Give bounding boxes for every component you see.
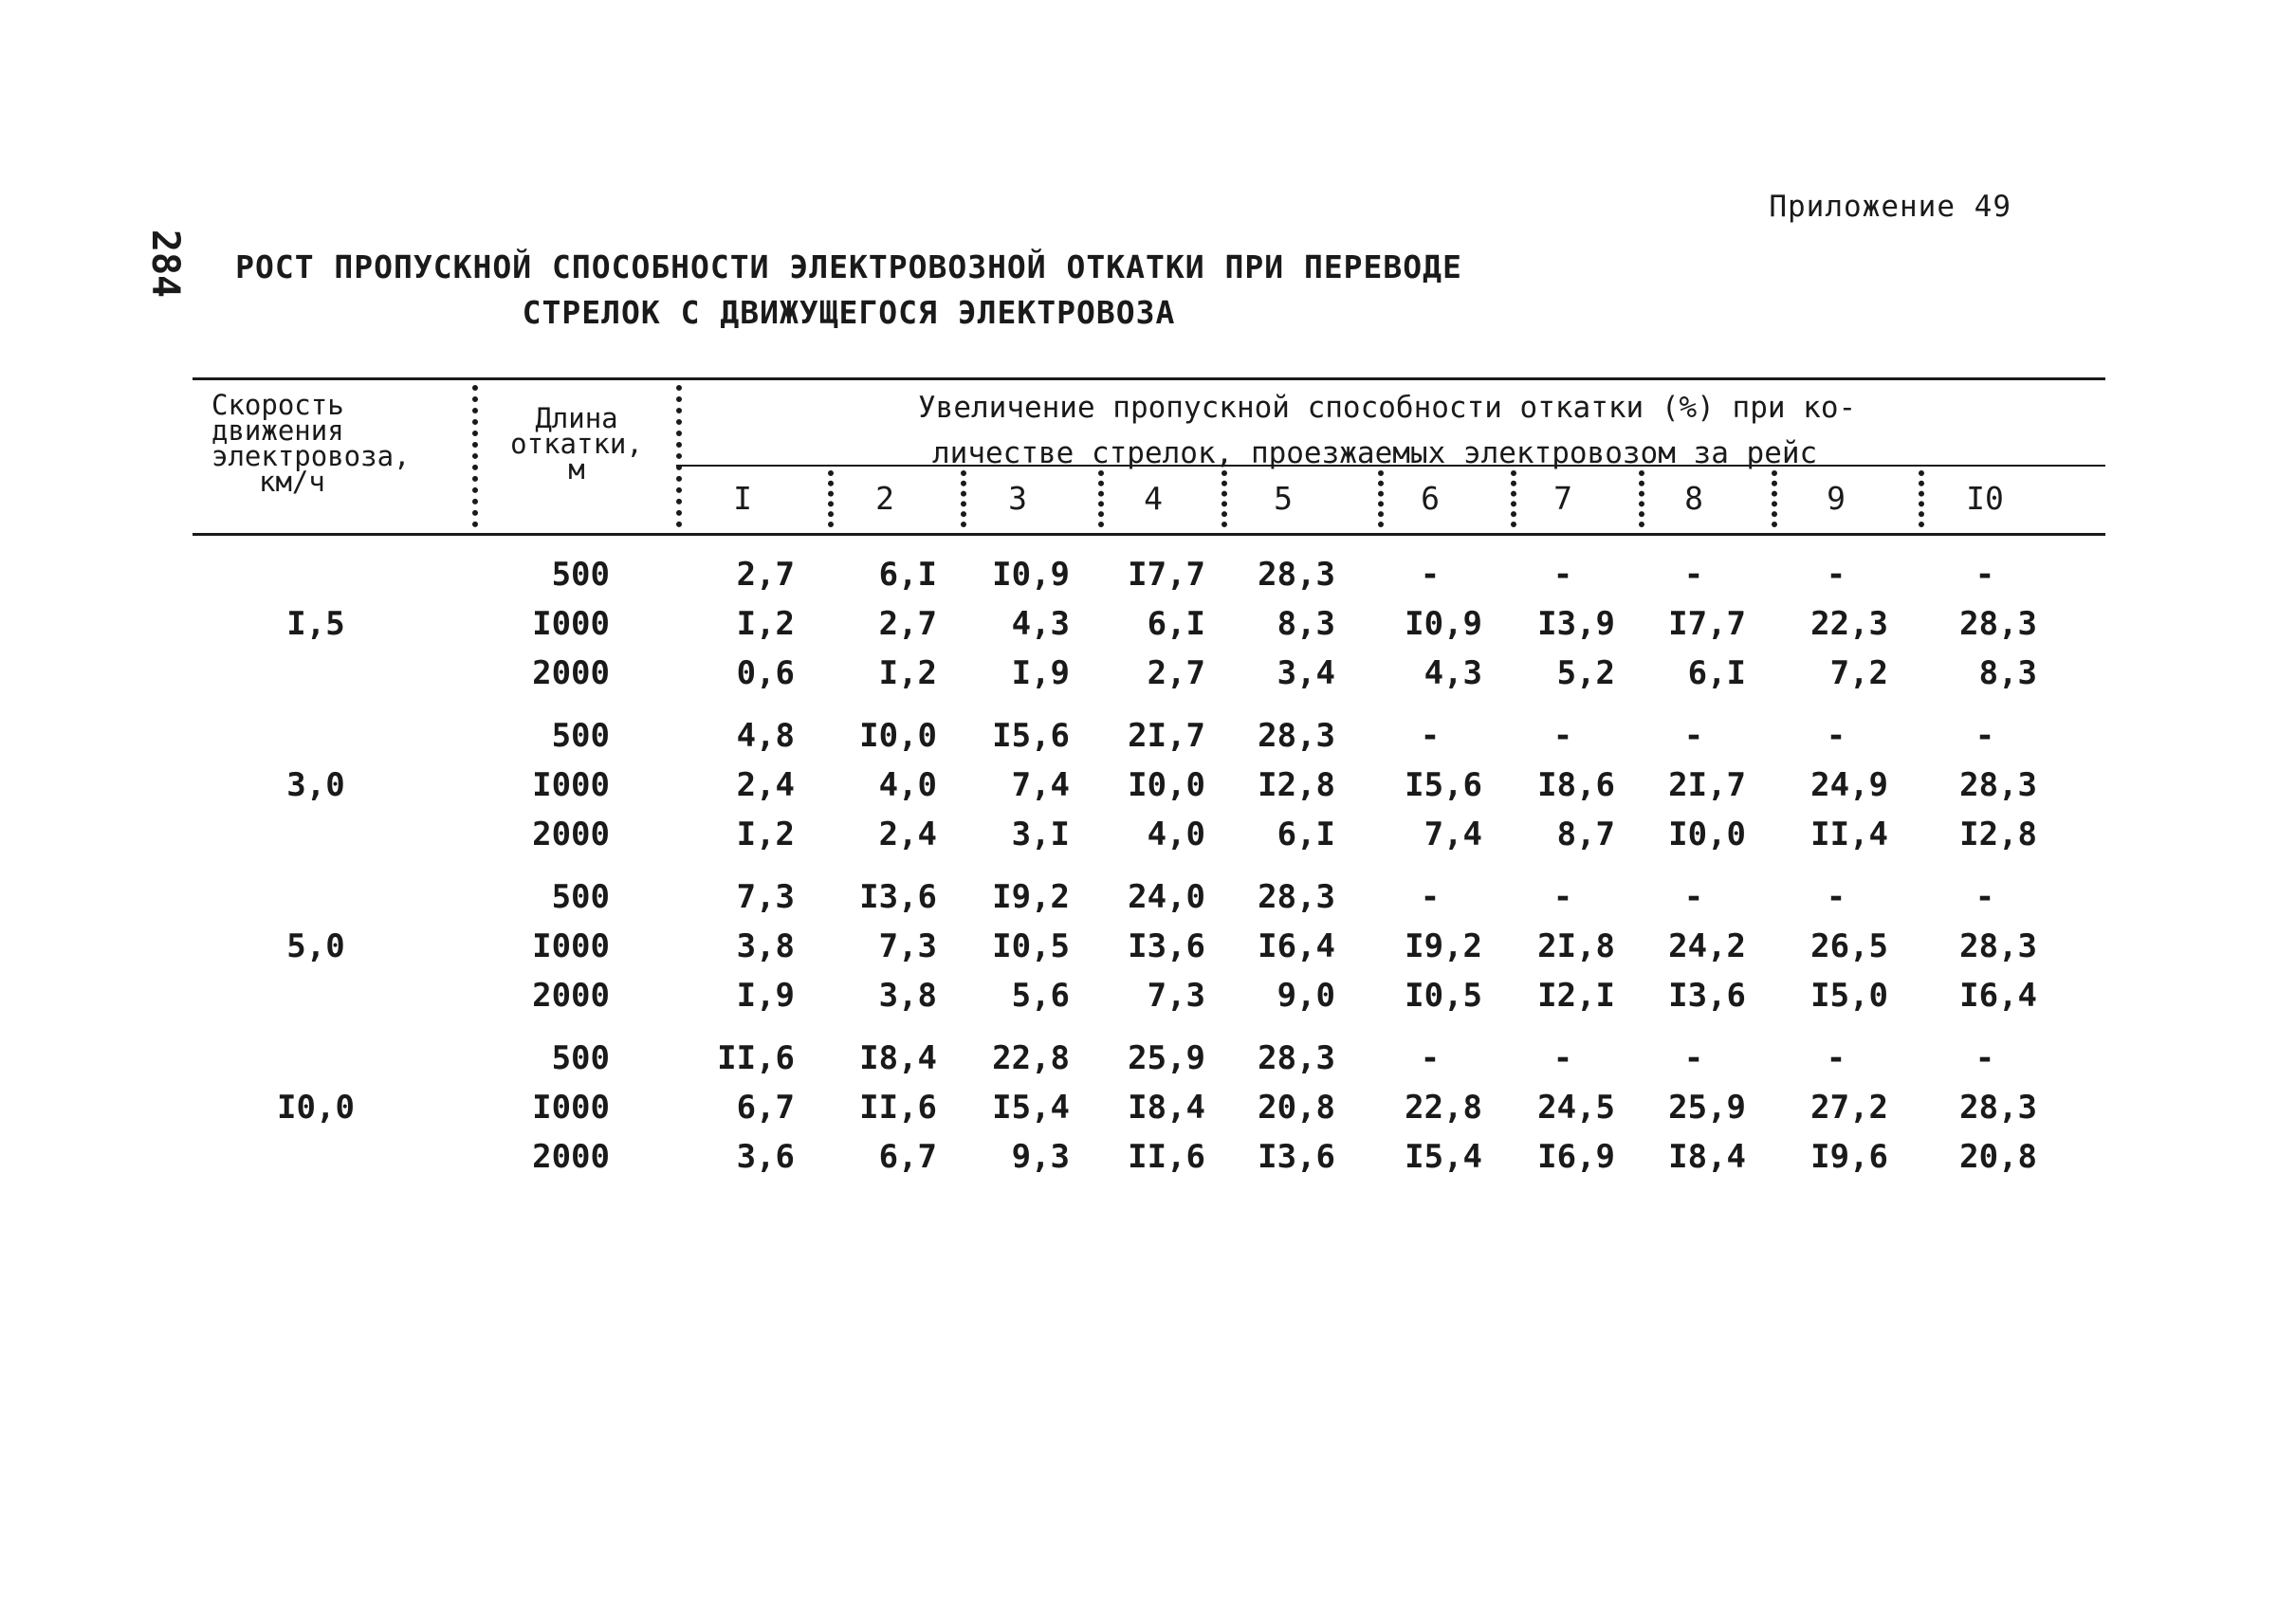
column-header-5: 5 [1274, 480, 1293, 517]
table-cell: I0,5 [992, 927, 1070, 965]
length-value: 500 [551, 1039, 610, 1077]
column-header-10: I0 [1966, 480, 2004, 517]
table-cell: - [1552, 878, 1573, 916]
table-cell: 24,5 [1537, 1089, 1615, 1127]
table-cell: I9,2 [1405, 927, 1482, 965]
table-cell: I0,0 [859, 717, 937, 755]
column-separator [1098, 470, 1104, 527]
table-cell: I2,I [1537, 977, 1615, 1015]
table-cell: 28,3 [1959, 766, 2037, 804]
table-cell: - [1975, 1039, 1995, 1077]
table-cell: I9,6 [1810, 1138, 1888, 1176]
table-cell: - [1683, 717, 1704, 755]
table-cell: II,6 [1128, 1138, 1205, 1176]
table-cell: I3,9 [1537, 605, 1615, 643]
table-cell: II,6 [859, 1089, 937, 1127]
table-row [193, 761, 2105, 810]
column-header-6: 6 [1421, 480, 1440, 517]
table-cell: 5,2 [1556, 654, 1615, 692]
table-cell: - [1683, 878, 1704, 916]
table-cell: I6,4 [1258, 927, 1335, 965]
table-cell: 28,3 [1258, 717, 1335, 755]
table-cell: 4,8 [736, 717, 795, 755]
table-cell: I9,2 [992, 878, 1070, 916]
table-row [193, 872, 2105, 922]
table-cell: 6,7 [736, 1089, 795, 1127]
table-cell: 28,3 [1258, 556, 1335, 594]
header-length [477, 402, 676, 486]
table-cell: - [1420, 1039, 1441, 1077]
table-cell: 6,I [1147, 605, 1205, 643]
appendix-label: Приложение 49 [1769, 190, 2011, 224]
table-row [193, 922, 2105, 971]
table-cell: - [1826, 556, 1846, 594]
table-cell: 2,7 [1147, 654, 1205, 692]
table-cell: - [1420, 556, 1441, 594]
speed-value: I0,0 [277, 1089, 355, 1127]
table-cell: 2I,8 [1537, 927, 1615, 965]
table-cell: 2,7 [878, 605, 937, 643]
table-cell: 8,3 [1277, 605, 1335, 643]
column-separator [676, 385, 682, 527]
table-cell: - [1826, 717, 1846, 755]
table-cell: I,9 [1011, 654, 1070, 692]
length-value: I000 [532, 766, 610, 804]
length-value: 2000 [532, 816, 610, 853]
table-cell: 3,8 [736, 927, 795, 965]
header-group-line: Увеличение пропускной способности откатки (%) при ко- [918, 391, 1857, 425]
table-cell: 28,3 [1959, 605, 2037, 643]
length-value: I000 [532, 605, 610, 643]
table-cell: 3,6 [736, 1138, 795, 1176]
table-cell: I8,4 [1128, 1089, 1205, 1127]
column-separator [1772, 470, 1777, 527]
table-cell: I,2 [736, 816, 795, 853]
table-cell: 2,4 [878, 816, 937, 853]
length-value: 500 [551, 878, 610, 916]
header-speed-line: км/ч [259, 466, 325, 498]
table-top-rule [193, 377, 2105, 380]
column-header-4: 4 [1144, 480, 1163, 517]
table-cell: I5,4 [992, 1089, 1070, 1127]
table-row [193, 1083, 2105, 1132]
table-cell: I6,4 [1959, 977, 2037, 1015]
table-cell: 3,I [1011, 816, 1070, 853]
table-cell: 22,8 [1405, 1089, 1482, 1127]
header-speed [193, 389, 472, 498]
table-row [193, 810, 2105, 859]
header-length-line: откатки, [510, 428, 643, 460]
table-cell: 4,0 [878, 766, 937, 804]
table-cell: I0,9 [1405, 605, 1482, 643]
table-cell: 7,3 [1147, 977, 1205, 1015]
table-cell: I,2 [736, 605, 795, 643]
table-cell: 7,3 [736, 878, 795, 916]
column-separator [1639, 470, 1644, 527]
table-cell: 24,2 [1668, 927, 1746, 965]
table-cell: 4,3 [1011, 605, 1070, 643]
table-cell: 28,3 [1258, 878, 1335, 916]
table-cell: I0,5 [1405, 977, 1482, 1015]
table-cell: 20,8 [1258, 1089, 1335, 1127]
speed-value: 3,0 [286, 766, 345, 804]
table-cell: 25,9 [1668, 1089, 1746, 1127]
table-cell: I,9 [736, 977, 795, 1015]
table-cell: 28,3 [1959, 927, 2037, 965]
column-header-8: 8 [1684, 480, 1703, 517]
column-header-7: 7 [1553, 480, 1572, 517]
table-cell: - [1826, 878, 1846, 916]
column-header-3: 3 [1008, 480, 1027, 517]
column-separator [961, 470, 966, 527]
table-cell: II,4 [1810, 816, 1888, 853]
table-header-bottom-rule [193, 533, 2105, 536]
length-value: 500 [551, 556, 610, 594]
table-cell: - [1975, 556, 1995, 594]
table-cell: II,6 [717, 1039, 795, 1077]
table-row [193, 550, 2105, 599]
table-cell: 22,3 [1810, 605, 1888, 643]
table-cell: 9,0 [1277, 977, 1335, 1015]
table-cell: I5,6 [992, 717, 1070, 755]
table-cell: 7,3 [878, 927, 937, 965]
column-header-1: I [733, 480, 752, 517]
table-cell: 8,3 [1978, 654, 2037, 692]
table-cell: I6,9 [1537, 1138, 1615, 1176]
table-cell: 26,5 [1810, 927, 1888, 965]
table-cell: 24,0 [1128, 878, 1205, 916]
table-cell: 6,I [1687, 654, 1746, 692]
table-cell: I0,9 [992, 556, 1070, 594]
header-length-line: м [568, 453, 585, 486]
table-cell: 2,4 [736, 766, 795, 804]
table-cell: I8,4 [859, 1039, 937, 1077]
table-cell: I7,7 [1668, 605, 1746, 643]
table-cell: - [1420, 717, 1441, 755]
table-title-line-1: РОСТ ПРОПУСКНОЙ СПОСОБНОСТИ ЭЛЕКТРОВОЗНОЙ ОТКАТКИ ПРИ ПЕРЕВОДЕ [235, 248, 1462, 285]
length-value: 500 [551, 717, 610, 755]
table-cell: 25,9 [1128, 1039, 1205, 1077]
table-cell: I0,0 [1128, 766, 1205, 804]
header-group-line: личестве стрелок, проезжаемых электровозом за рейс [932, 436, 1818, 470]
header-length-line: Длина [535, 402, 618, 434]
table-cell: 9,3 [1011, 1138, 1070, 1176]
length-value: I000 [532, 1089, 610, 1127]
table-row [193, 649, 2105, 698]
table-cell: - [1420, 878, 1441, 916]
table-cell: - [1975, 878, 1995, 916]
table-cell: I0,0 [1668, 816, 1746, 853]
table-cell: I2,8 [1258, 766, 1335, 804]
table-row [193, 711, 2105, 761]
table-cell: - [1552, 717, 1573, 755]
table-cell: - [1683, 556, 1704, 594]
length-value: 2000 [532, 977, 610, 1015]
column-separator [1378, 470, 1384, 527]
table-row [193, 599, 2105, 649]
table-cell: I3,6 [1668, 977, 1746, 1015]
column-separator [1919, 470, 1924, 527]
column-header-2: 2 [875, 480, 894, 517]
table-cell: I2,8 [1959, 816, 2037, 853]
table-cell: I3,6 [1258, 1138, 1335, 1176]
table-cell: 28,3 [1959, 1089, 2037, 1127]
page-number: 284 [143, 229, 188, 299]
table-cell: 28,3 [1258, 1039, 1335, 1077]
table-cell: I8,4 [1668, 1138, 1746, 1176]
header-speed-line: Скорость [211, 389, 344, 421]
column-separator [828, 470, 834, 527]
table-cell: - [1552, 556, 1573, 594]
table-cell: 2I,7 [1128, 717, 1205, 755]
table-cell: - [1552, 1039, 1573, 1077]
table-cell: 4,3 [1424, 654, 1482, 692]
length-value: 2000 [532, 654, 610, 692]
table-title-line-2: СТРЕЛОК С ДВИЖУЩЕГОСЯ ЭЛЕКТРОВОЗА [522, 294, 1176, 331]
table-cell: 4,0 [1147, 816, 1205, 853]
table-cell: 24,9 [1810, 766, 1888, 804]
table-cell: 22,8 [992, 1039, 1070, 1077]
table-cell: 7,4 [1424, 816, 1482, 853]
table-cell: I8,6 [1537, 766, 1615, 804]
table-cell: I,2 [878, 654, 937, 692]
header-speed-line: движения [211, 414, 344, 447]
table-cell: 2,7 [736, 556, 795, 594]
header-group [695, 385, 2099, 476]
header-speed-line: электровоза, [211, 440, 411, 472]
table-cell: 8,7 [1556, 816, 1615, 853]
length-value: I000 [532, 927, 610, 965]
table-cell: 7,4 [1011, 766, 1070, 804]
table-cell: 0,6 [736, 654, 795, 692]
table-cell: 7,2 [1829, 654, 1888, 692]
table-cell: 6,7 [878, 1138, 937, 1176]
table-cell: I7,7 [1128, 556, 1205, 594]
column-separator [1511, 470, 1516, 527]
table-row [193, 971, 2105, 1020]
speed-value: 5,0 [286, 927, 345, 965]
table-cell: 3,8 [878, 977, 937, 1015]
table-cell: 6,I [1277, 816, 1335, 853]
length-value: 2000 [532, 1138, 610, 1176]
table-cell: - [1826, 1039, 1846, 1077]
table-cell: I3,6 [1128, 927, 1205, 965]
table-row [193, 1034, 2105, 1083]
table-cell: I3,6 [859, 878, 937, 916]
table-cell: 6,I [878, 556, 937, 594]
table-cell: 2I,7 [1668, 766, 1746, 804]
column-header-9: 9 [1827, 480, 1846, 517]
table-cell: 20,8 [1959, 1138, 2037, 1176]
column-separator [1221, 470, 1227, 527]
table-row [193, 1132, 2105, 1182]
table-cell: - [1683, 1039, 1704, 1077]
table-cell: I5,4 [1405, 1138, 1482, 1176]
speed-value: I,5 [286, 605, 345, 643]
table-cell: 27,2 [1810, 1089, 1888, 1127]
table-cell: - [1975, 717, 1995, 755]
table-cell: I5,0 [1810, 977, 1888, 1015]
table-cell: 5,6 [1011, 977, 1070, 1015]
table-cell: I5,6 [1405, 766, 1482, 804]
table-cell: 3,4 [1277, 654, 1335, 692]
